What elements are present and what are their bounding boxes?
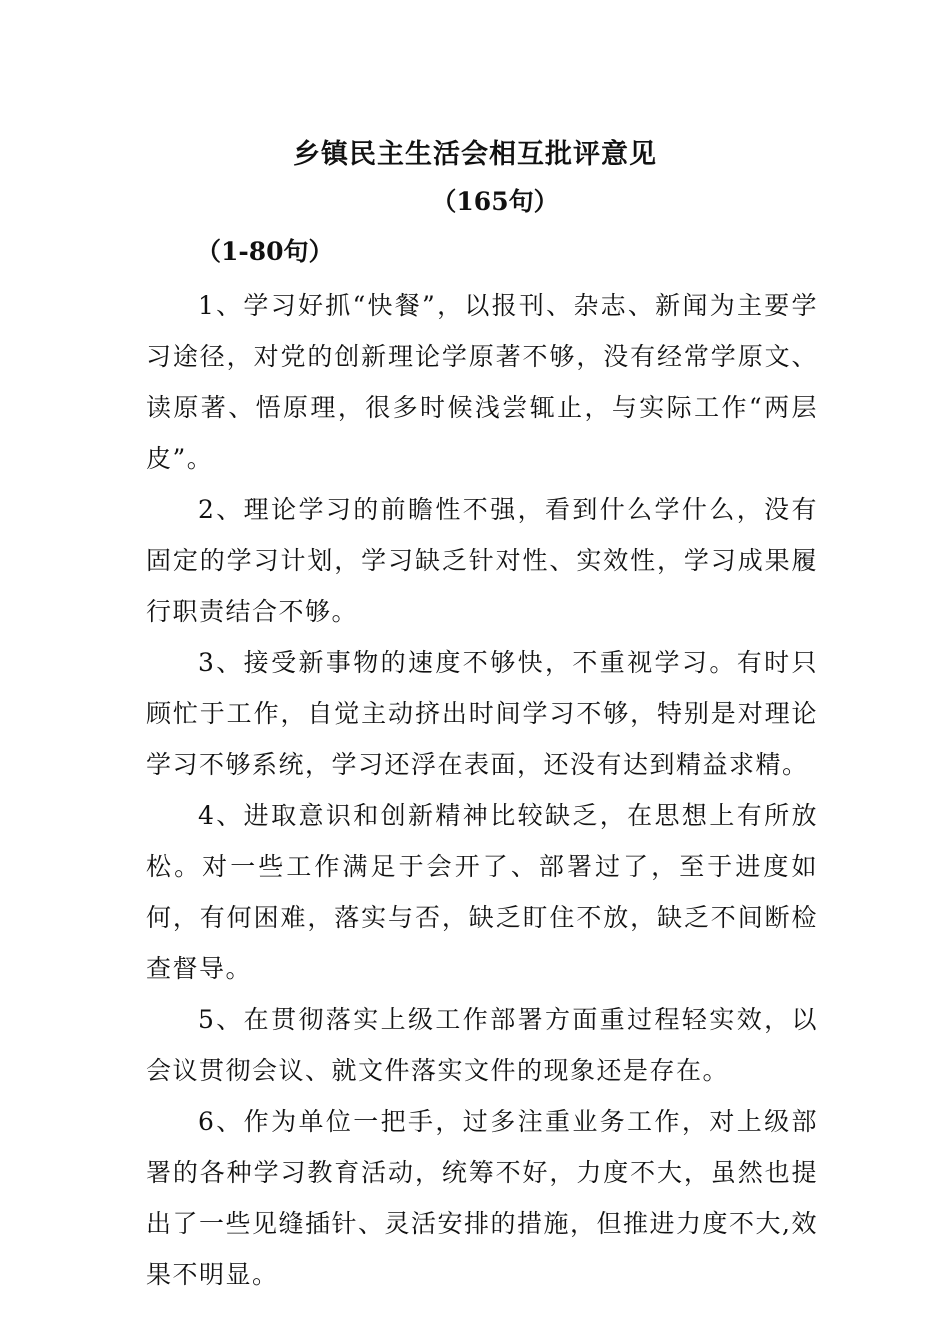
paragraph-6: 6、作为单位一把手，过多注重业务工作，对上级部署的各种学习教育活动，统筹不好，力度不大，虽然也提出了一些见缝插针、灵活安排的措施，但推进力度不大,效果不明显。	[146, 1107, 818, 1289]
paragraph-1: 1、学习好抓“快餐”，以报刊、杂志、新闻为主要学习途径，对党的创新理论学原著不够，没有经常学原文、读原著、悟原理，很多时候浅尝辄止，与实际工作“两层皮”。	[146, 291, 818, 473]
paragraph-2: 2、理论学习的前瞻性不强，看到什么学什么，没有固定的学习计划，学习缺乏针对性、实效性，学习成果履行职责结合不够。	[146, 495, 818, 626]
document-body	[146, 280, 818, 1300]
document-title: 乡镇民主生活会相互批评意见	[293, 139, 657, 170]
paragraph-3: 3、接受新事物的速度不够快，不重视学习。有时只顾忙于工作，自觉主动挤出时间学习不够，特别是对理论学习不够系统，学习还浮在表面，还没有达到精益求精。	[146, 648, 818, 779]
paragraph-5: 5、在贯彻落实上级工作部署方面重过程轻实效，以会议贯彻会议、就文件落实文件的现象还是存在。	[146, 1005, 818, 1085]
document-subtitle: （165句）	[431, 187, 559, 216]
section-label: （1-80句）	[196, 237, 334, 266]
paragraph-4: 4、进取意识和创新精神比较缺乏，在思想上有所放松。对一些工作满足于会开了、部署过了，至于进度如何，有何困难，落实与否，缺乏盯住不放，缺乏不间断检查督导。	[146, 801, 818, 983]
